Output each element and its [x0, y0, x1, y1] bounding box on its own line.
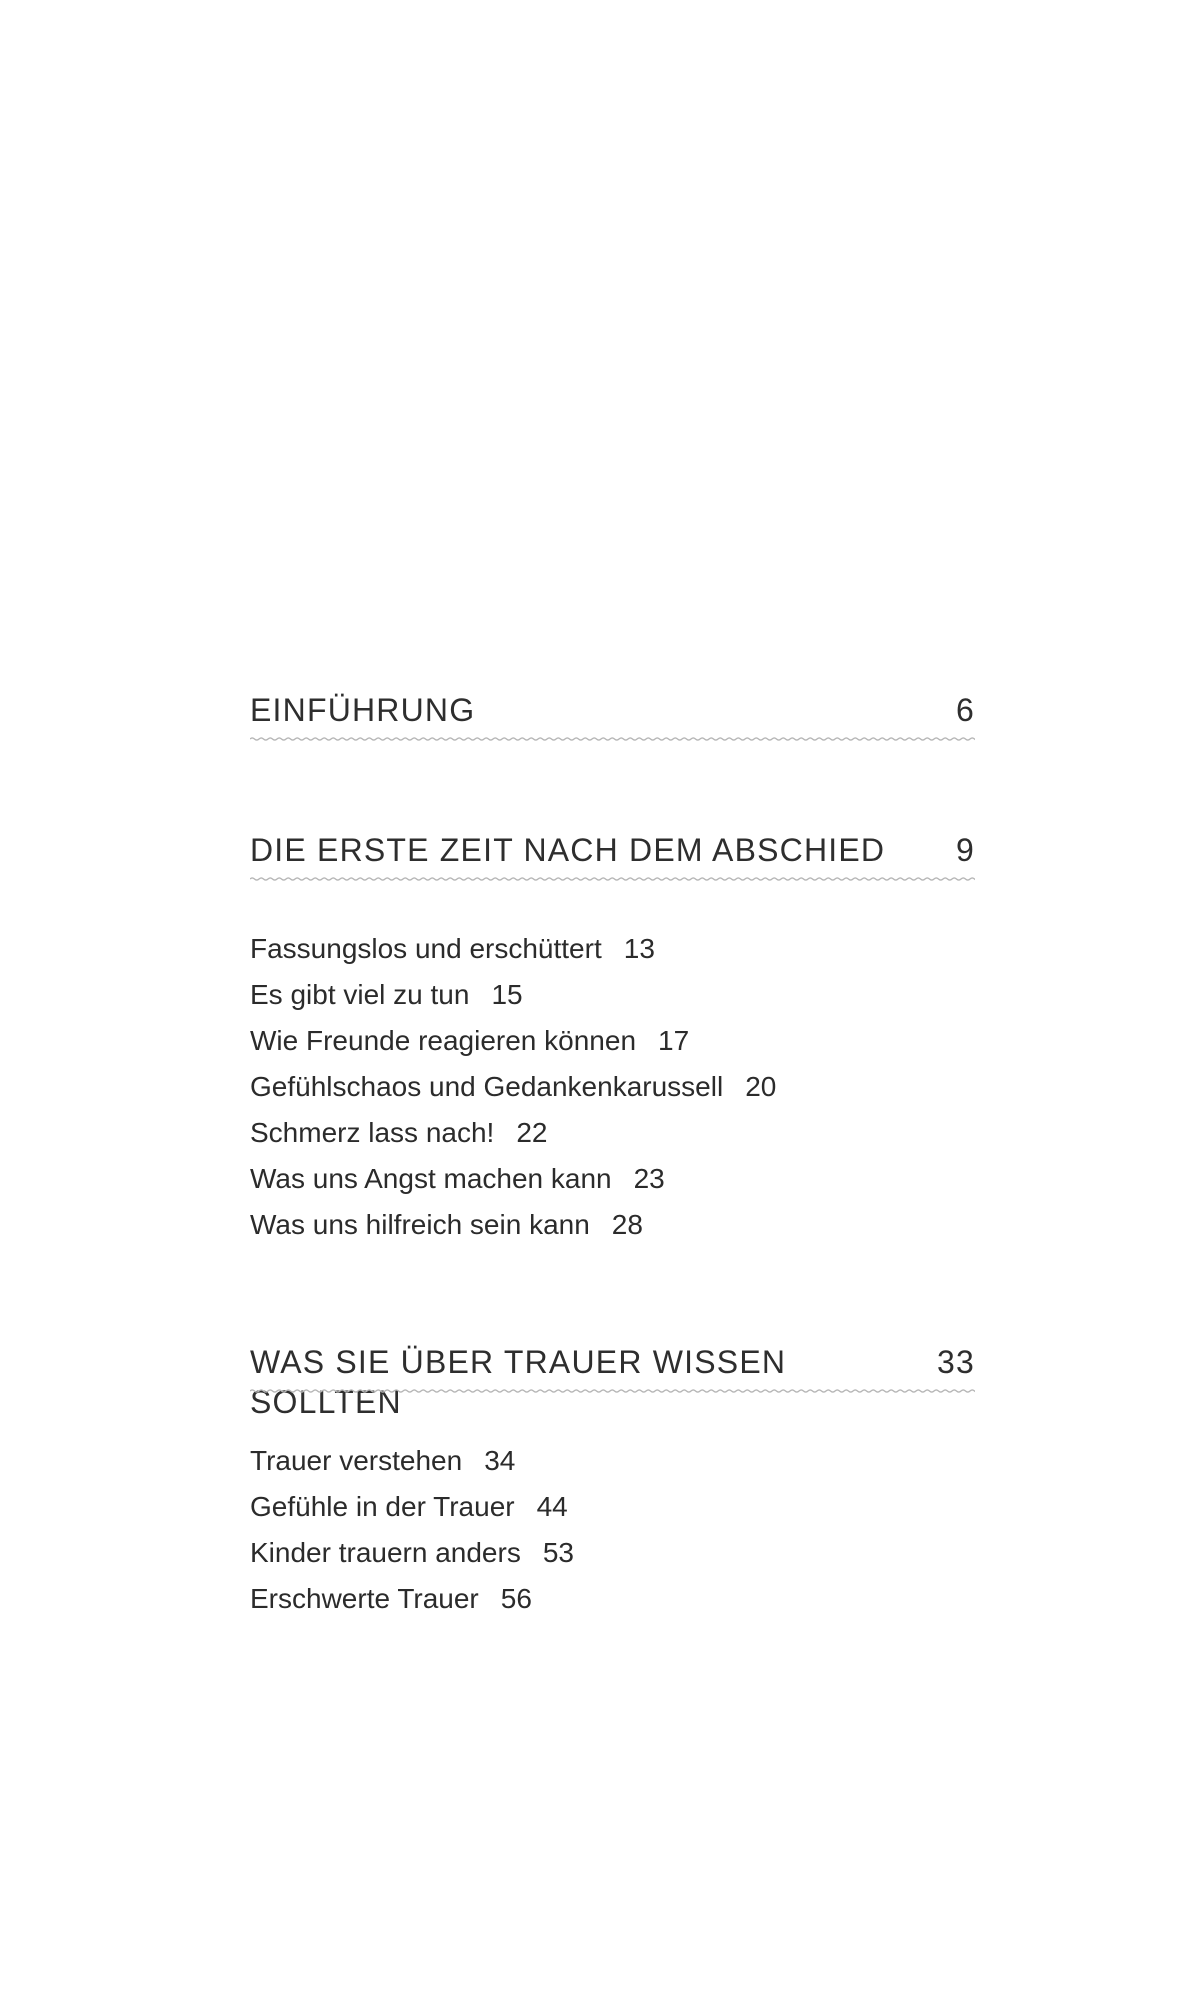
- entry-title: Was uns hilfreich sein kann: [250, 1209, 590, 1240]
- subsection-list: [250, 926, 975, 1248]
- toc-chapter-trauer-wissen: [250, 1342, 975, 1622]
- entry-title: Fassungslos und erschüttert: [250, 933, 602, 964]
- toc-entry[interactable]: [250, 1576, 975, 1622]
- entry-title: Schmerz lass nach!: [250, 1117, 495, 1148]
- entry-page-number: 13: [623, 933, 655, 964]
- chapter-page-number: 33: [937, 1344, 975, 1380]
- chapter-heading[interactable]: [250, 690, 975, 730]
- toc-chapter-erste-zeit: [250, 830, 975, 1248]
- entry-page-number: 23: [633, 1163, 665, 1194]
- toc-entry[interactable]: [250, 972, 975, 1018]
- entry-page-number: 22: [516, 1117, 548, 1148]
- entry-page-number: 34: [484, 1445, 516, 1476]
- entry-page-number: 20: [745, 1071, 777, 1102]
- entry-page-number: 17: [658, 1025, 690, 1056]
- toc-entry[interactable]: [250, 1064, 975, 1110]
- entry-page-number: 53: [542, 1537, 574, 1568]
- entry-page-number: 44: [536, 1491, 568, 1522]
- entry-title: Gefühlschaos und Gedankenkarussell: [250, 1071, 724, 1102]
- toc-chapter-einfuehrung: [250, 690, 975, 744]
- chapter-page-number: 6: [956, 692, 975, 728]
- chapter-title: WAS SIE ÜBER TRAUER WISSEN SOLLTEN: [250, 1344, 787, 1420]
- entry-title: Wie Freunde reagieren können: [250, 1025, 637, 1056]
- entry-title: Erschwerte Trauer: [250, 1583, 479, 1614]
- entry-page-number: 28: [611, 1209, 643, 1240]
- wave-line: [250, 738, 975, 740]
- entry-title: Was uns Angst machen kann: [250, 1163, 612, 1194]
- chapter-heading[interactable]: [250, 1342, 975, 1420]
- table-of-contents: [250, 690, 975, 1622]
- toc-entry[interactable]: [250, 926, 975, 972]
- wave-line: [250, 878, 975, 880]
- chapter-title: DIE ERSTE ZEIT NACH DEM ABSCHIED: [250, 832, 886, 868]
- entry-title: Trauer verstehen: [250, 1445, 463, 1476]
- entry-title: Kinder trauern anders: [250, 1537, 521, 1568]
- wavy-divider: [250, 874, 975, 884]
- entry-title: Es gibt viel zu tun: [250, 979, 470, 1010]
- chapter-title: EINFÜHRUNG: [250, 692, 476, 728]
- toc-entry[interactable]: [250, 1438, 975, 1484]
- toc-entry[interactable]: [250, 1110, 975, 1156]
- wavy-divider: [250, 734, 975, 744]
- entry-page-number: 15: [491, 979, 523, 1010]
- entry-title: Gefühle in der Trauer: [250, 1491, 515, 1522]
- section-spacer: [250, 1248, 975, 1342]
- chapter-page-number: 9: [956, 832, 975, 868]
- toc-entry[interactable]: [250, 1156, 975, 1202]
- toc-entry[interactable]: [250, 1018, 975, 1064]
- toc-entry[interactable]: [250, 1530, 975, 1576]
- section-spacer: [250, 744, 975, 830]
- entry-page-number: 56: [500, 1583, 532, 1614]
- chapter-heading[interactable]: [250, 830, 975, 870]
- toc-entry[interactable]: [250, 1484, 975, 1530]
- subsection-list: [250, 1438, 975, 1622]
- toc-entry[interactable]: [250, 1202, 975, 1248]
